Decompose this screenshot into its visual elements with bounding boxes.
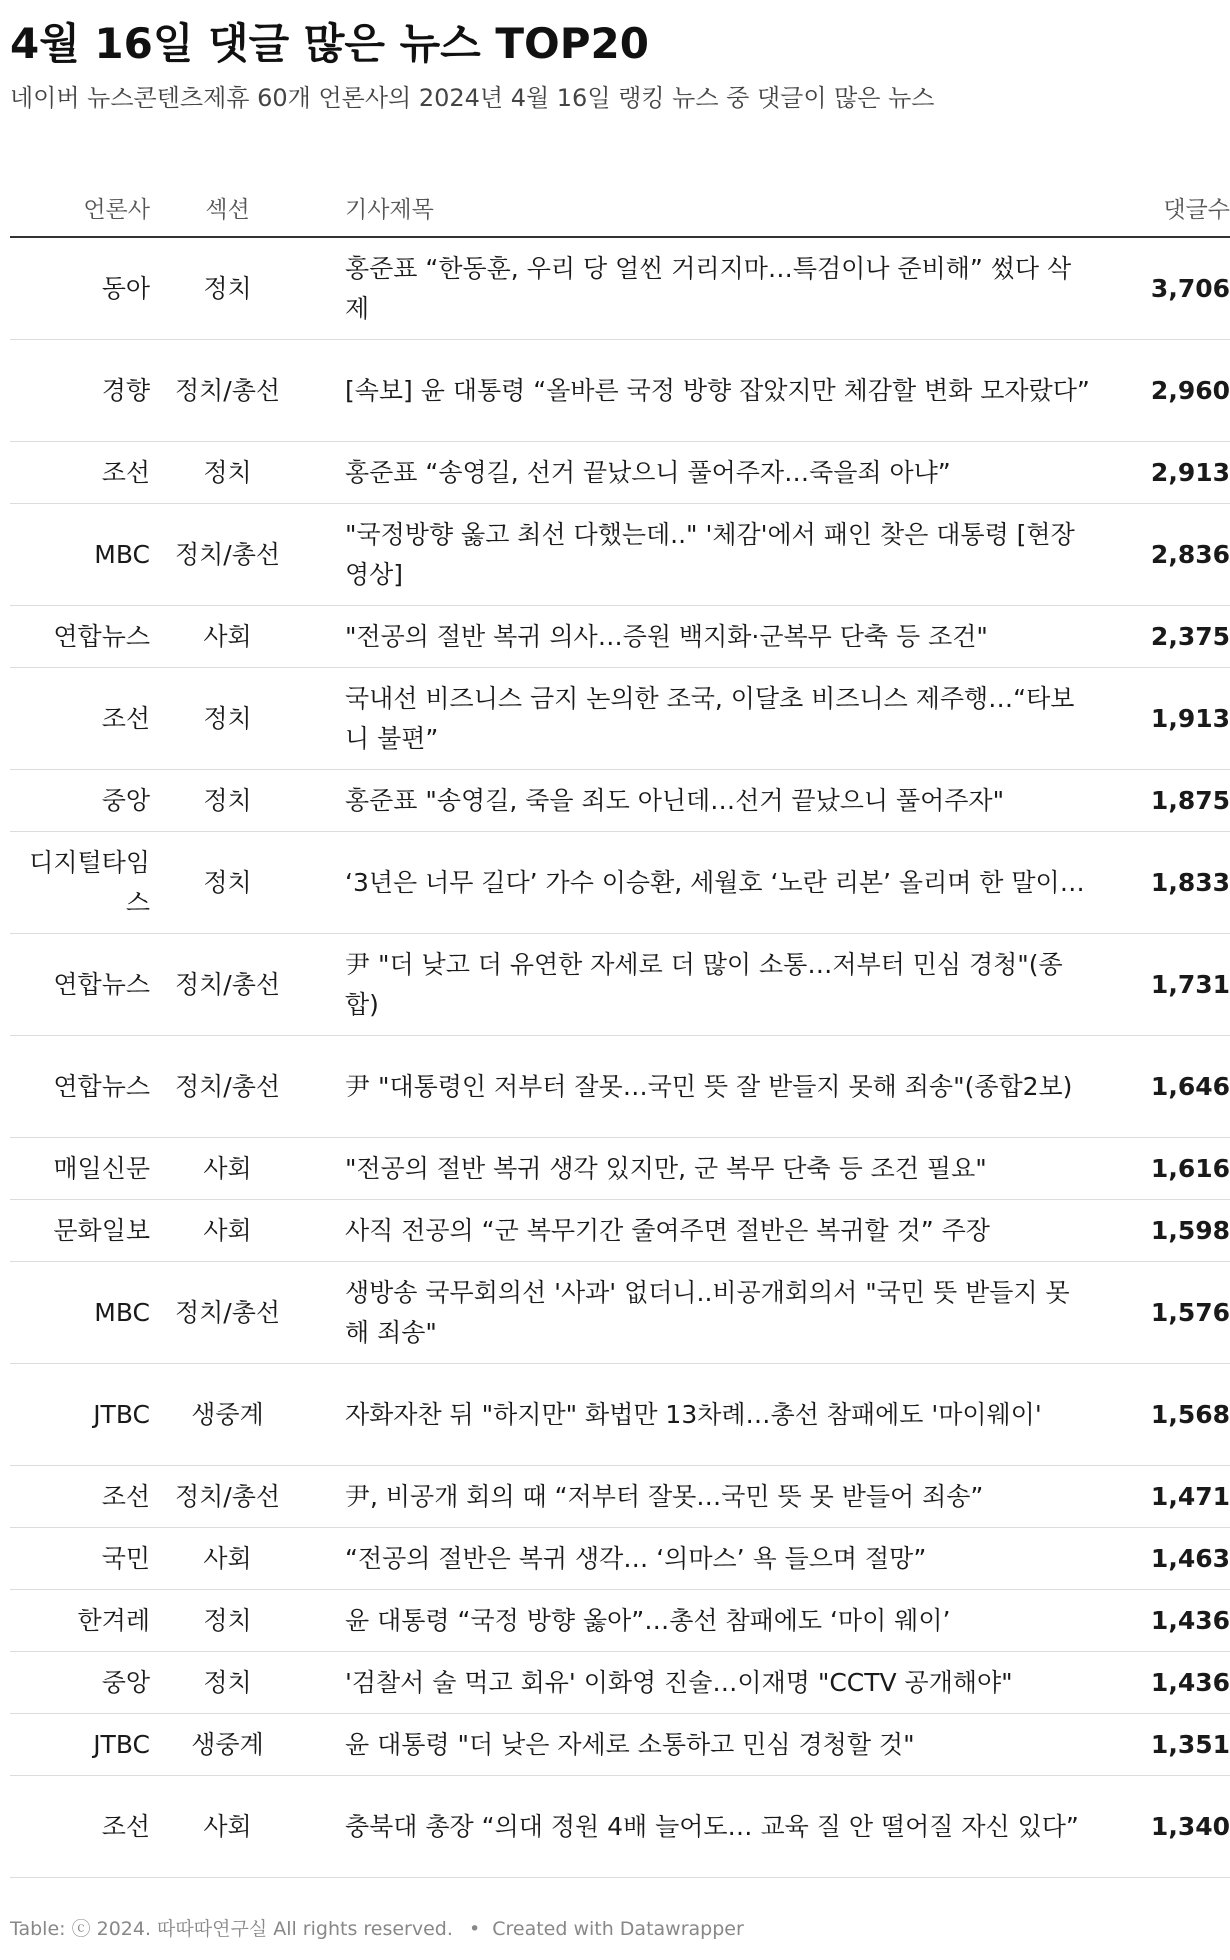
- cell-section: 정치/총선: [150, 340, 305, 442]
- cell-publisher: 동아: [10, 237, 150, 340]
- cell-comments: 1,598: [1110, 1200, 1230, 1262]
- cell-headline: 사직 전공의 “군 복무기간 줄여주면 절반은 복귀할 것” 주장: [305, 1200, 1110, 1262]
- cell-comments: 1,471: [1110, 1466, 1230, 1528]
- cell-headline: [속보] 윤 대통령 “올바른 국정 방향 잡았지만 체감할 변화 모자랐다”: [305, 340, 1110, 442]
- cell-publisher: 연합뉴스: [10, 1036, 150, 1138]
- header-section[interactable]: 섹션: [150, 178, 305, 237]
- cell-headline: 尹, 비공개 회의 때 “저부터 잘못…국민 뜻 못 받들어 죄송”: [305, 1466, 1110, 1528]
- cell-section: 정치: [150, 442, 305, 504]
- table-row: [10, 1262, 1230, 1364]
- cell-comments: 1,833: [1110, 832, 1230, 934]
- cell-comments: 1,340: [1110, 1776, 1230, 1878]
- table-row: [10, 1590, 1230, 1652]
- footer-created-with[interactable]: Created with Datawrapper: [492, 1918, 744, 1940]
- table-row: [10, 1036, 1230, 1138]
- cell-comments: 1,646: [1110, 1036, 1230, 1138]
- table-header-row: [10, 178, 1230, 237]
- table-row: [10, 442, 1230, 504]
- header-comments[interactable]: 댓글수: [1110, 178, 1230, 237]
- table-row: [10, 1528, 1230, 1590]
- cell-section: 정치/총선: [150, 1466, 305, 1528]
- cell-comments: 2,375: [1110, 606, 1230, 668]
- table-row: [10, 1714, 1230, 1776]
- cell-publisher: 조선: [10, 1466, 150, 1528]
- cell-headline: 홍준표 "송영길, 죽을 죄도 아닌데…선거 끝났으니 풀어주자": [305, 770, 1110, 832]
- cell-headline: 윤 대통령 “국정 방향 옳아”…총선 참패에도 ‘마이 웨이’: [305, 1590, 1110, 1652]
- cell-section: 정치/총선: [150, 934, 305, 1036]
- cell-comments: 1,913: [1110, 668, 1230, 770]
- table-row: [10, 1364, 1230, 1466]
- footer-copyright: Table: ⓒ 2024. 따따따연구실 All rights reserved.: [10, 1918, 453, 1940]
- table-row: [10, 1466, 1230, 1528]
- news-table: [10, 178, 1230, 1878]
- chart-container: [10, 0, 1230, 1841]
- cell-section: 정치: [150, 1590, 305, 1652]
- cell-publisher: 연합뉴스: [10, 606, 150, 668]
- table-row: [10, 1138, 1230, 1200]
- table-row: [10, 340, 1230, 442]
- cell-headline: '검찰서 술 먹고 회유' 이화영 진술…이재명 "CCTV 공개해야": [305, 1652, 1110, 1714]
- table-row: [10, 237, 1230, 340]
- table-row: [10, 770, 1230, 832]
- cell-comments: 1,463: [1110, 1528, 1230, 1590]
- cell-section: 사회: [150, 1528, 305, 1590]
- table-row: [10, 504, 1230, 606]
- cell-publisher: 중앙: [10, 770, 150, 832]
- cell-headline: 홍준표 “송영길, 선거 끝났으니 풀어주자…죽을죄 아냐”: [305, 442, 1110, 504]
- cell-headline: 홍준표 “한동훈, 우리 당 얼씬 거리지마…특검이나 준비해” 썼다 삭제: [305, 237, 1110, 340]
- footer: [10, 1916, 744, 1942]
- cell-publisher: JTBC: [10, 1364, 150, 1466]
- footer-separator: •: [468, 1918, 481, 1940]
- cell-section: 사회: [150, 1776, 305, 1878]
- cell-publisher: 경향: [10, 340, 150, 442]
- cell-comments: 1,616: [1110, 1138, 1230, 1200]
- cell-publisher: 연합뉴스: [10, 934, 150, 1036]
- table-row: [10, 832, 1230, 934]
- cell-section: 정치/총선: [150, 1036, 305, 1138]
- cell-section: 정치: [150, 832, 305, 934]
- cell-publisher: 문화일보: [10, 1200, 150, 1262]
- cell-publisher: 국민: [10, 1528, 150, 1590]
- cell-section: 정치: [150, 1652, 305, 1714]
- cell-comments: 1,731: [1110, 934, 1230, 1036]
- cell-section: 정치: [150, 668, 305, 770]
- cell-comments: 1,351: [1110, 1714, 1230, 1776]
- header-headline[interactable]: 기사제목: [305, 178, 1110, 237]
- cell-headline: "국정방향 옳고 최선 다했는데.." '체감'에서 패인 찾은 대통령 [현장영상]: [305, 504, 1110, 606]
- cell-headline: ‘3년은 너무 길다’ 가수 이승환, 세월호 ‘노란 리본’ 올리며 한 말이…: [305, 832, 1110, 934]
- table-row: [10, 1652, 1230, 1714]
- table-row: [10, 1776, 1230, 1878]
- table-row: [10, 1200, 1230, 1262]
- cell-section: 사회: [150, 606, 305, 668]
- chart-title: 4월 16일 댓글 많은 뉴스 TOP20: [10, 19, 649, 68]
- cell-comments: 1,436: [1110, 1590, 1230, 1652]
- cell-headline: "전공의 절반 복귀 의사…증원 백지화·군복무 단축 등 조건": [305, 606, 1110, 668]
- cell-section: 정치/총선: [150, 504, 305, 606]
- cell-headline: 국내선 비즈니스 금지 논의한 조국, 이달초 비즈니스 제주행…“타보니 불편”: [305, 668, 1110, 770]
- table-row: [10, 668, 1230, 770]
- cell-section: 정치: [150, 770, 305, 832]
- cell-publisher: 조선: [10, 442, 150, 504]
- cell-publisher: 중앙: [10, 1652, 150, 1714]
- cell-headline: "전공의 절반 복귀 생각 있지만, 군 복무 단축 등 조건 필요": [305, 1138, 1110, 1200]
- cell-section: 사회: [150, 1138, 305, 1200]
- cell-section: 생중계: [150, 1714, 305, 1776]
- cell-publisher: 조선: [10, 1776, 150, 1878]
- table-body: [10, 237, 1230, 1878]
- cell-publisher: 조선: [10, 668, 150, 770]
- cell-publisher: 디지털타임스: [10, 832, 150, 934]
- cell-headline: “전공의 절반은 복귀 생각… ‘의마스’ 욕 들으며 절망”: [305, 1528, 1110, 1590]
- cell-comments: 1,568: [1110, 1364, 1230, 1466]
- cell-headline: 생방송 국무회의선 '사과' 없더니..비공개회의서 "국민 뜻 받들지 못해 죄송": [305, 1262, 1110, 1364]
- cell-comments: 1,576: [1110, 1262, 1230, 1364]
- cell-headline: 충북대 총장 “의대 정원 4배 늘어도… 교육 질 안 떨어질 자신 있다”: [305, 1776, 1110, 1878]
- table-row: [10, 934, 1230, 1036]
- chart-subtitle: 네이버 뉴스콘텐츠제휴 60개 언론사의 2024년 4월 16일 랭킹 뉴스 중 댓글이 많은 뉴스: [10, 84, 935, 112]
- cell-comments: 2,960: [1110, 340, 1230, 442]
- cell-publisher: MBC: [10, 1262, 150, 1364]
- cell-comments: 2,836: [1110, 504, 1230, 606]
- cell-section: 정치: [150, 237, 305, 340]
- cell-headline: 尹 "대통령인 저부터 잘못…국민 뜻 잘 받들지 못해 죄송"(종합2보): [305, 1036, 1110, 1138]
- cell-publisher: 한겨레: [10, 1590, 150, 1652]
- cell-publisher: JTBC: [10, 1714, 150, 1776]
- cell-section: 사회: [150, 1200, 305, 1262]
- cell-headline: 윤 대통령 "더 낮은 자세로 소통하고 민심 경청할 것": [305, 1714, 1110, 1776]
- cell-section: 정치/총선: [150, 1262, 305, 1364]
- cell-comments: 1,436: [1110, 1652, 1230, 1714]
- table-row: [10, 606, 1230, 668]
- header-publisher[interactable]: 언론사: [10, 178, 150, 237]
- cell-headline: 尹 "더 낮고 더 유연한 자세로 더 많이 소통…저부터 민심 경청"(종합): [305, 934, 1110, 1036]
- cell-comments: 3,706: [1110, 237, 1230, 340]
- cell-comments: 2,913: [1110, 442, 1230, 504]
- cell-comments: 1,875: [1110, 770, 1230, 832]
- cell-headline: 자화자찬 뒤 "하지만" 화법만 13차례…총선 참패에도 '마이웨이': [305, 1364, 1110, 1466]
- cell-publisher: MBC: [10, 504, 150, 606]
- cell-publisher: 매일신문: [10, 1138, 150, 1200]
- cell-section: 생중계: [150, 1364, 305, 1466]
